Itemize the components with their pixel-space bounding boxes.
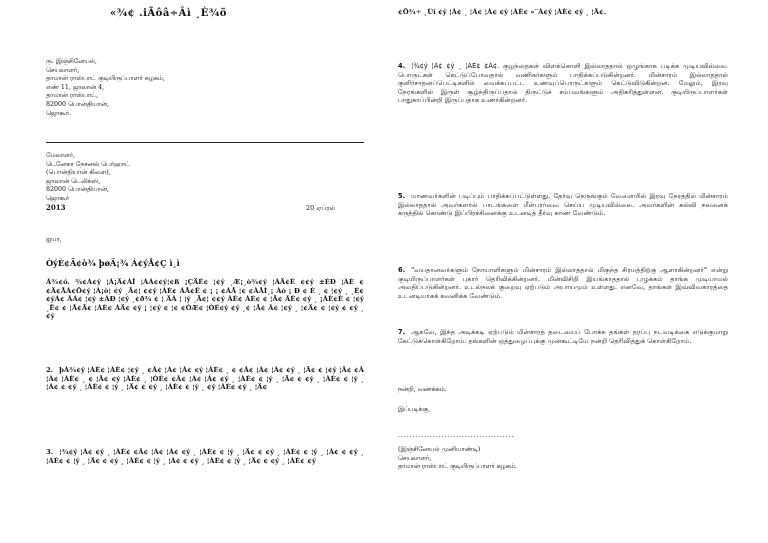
paragraph-text: ¦¾¢ý ¦À¢ ¢ý ¸ ¦ÀÈ¢ ¢Â¢ ¦À¢ ¦Á¢ ¢ý ¸ ¦ÀÈ¢ ¢ ¦ý ¸ ¦Ä¢ ¢ ¢ý ¸ ¦ÀÈ¢ ¢ ¦ý ¸ ¦Á¢ ¢ ¢ý ¸ ¦ÀÈ¢ ¢ ¦ý ¸ ¦Ä¢ ¢ ¢ý ¸ ¦ÀÈ¢ ¢ ¦ý ¸ ¦Á¢ ¢ ¢ý ¸ ¦ÀÈ¢ ¢ ¦ý ¸ ¦Ä¢ ¢ ¢ý ¸ ¦ÀÈ¢ ¢ý (46, 448, 364, 465)
closing-signoff: இப்படிக்கு, (398, 406, 431, 413)
signature-line: ........................................ (398, 432, 515, 439)
paragraph-intro (398, 8, 728, 34)
sender-line: ஜொகூர். (46, 109, 72, 117)
salutation: ஐயா, (46, 236, 62, 243)
signer-name: (இஞ்சினேயல் முனியாண்டி) (398, 446, 481, 453)
paragraph-number: 7. (398, 328, 406, 336)
paragraph-number: 3. (46, 448, 54, 456)
recipient-line: ஜொகூர் (46, 194, 70, 202)
sender-line: செயலாளர், (46, 66, 80, 74)
paragraph-1 (46, 278, 364, 362)
paragraph-6 (398, 266, 728, 322)
paragraph-4 (398, 62, 728, 184)
letter-year: 2013 (46, 202, 66, 212)
sender-line: 82000 பொன்தியான், (46, 100, 109, 108)
paragraph-5 (398, 192, 728, 248)
paragraph-text: ஆகவே, இந்த அடிக்கடி ஏற்படும் மின்சாரத் தடையைப் போக்க தங்கள் தரப்பு நடவடிக்கை எடுக்குமாறு கேட்டுக்கொள்கிறோம். தங்களின் ஒத்துழைப்புக்கு முன்கூட்டியே நன்றி தெரிவித்துக் கொள்கிறோம். (398, 328, 728, 345)
sender-line: தாமான் ராஸ்பாட் குடியிருப்பாளர் கழகம், (46, 75, 165, 83)
closing-thanks: நன்றி, வணக்கம். (398, 386, 447, 393)
signature-block (398, 446, 517, 472)
paragraph-number: 6. (398, 266, 406, 274)
recipient-address (46, 152, 246, 212)
signer-position: செயலாளர், (398, 454, 432, 462)
paragraph-text: மாணவர்களின் படிப்பும் பாதிக்கப்பட்டுள்ளது. தேர்வு நெருங்கும் வேளையில் இரவு நேரத்தில் மின்சாரம் இல்லாததால் அவர்களால் பாடங்களை மீள்பார்வை செய்ய முடியவில்லை. அவர்களின் கல்வி நலனைக் கருத்தில் கொண்டு இப்பிரச்சினைக்கு உடனடித் தீர்வு காண வேண்டும். (398, 192, 728, 218)
recipient-line: ஜாலான் டெலிக்ஸ், (46, 177, 101, 185)
paragraph-2 (46, 366, 364, 444)
paragraph-text: "வயதானவர்களும் நோயாளிகளும் மின்சாரம் இல்லாததால் மிகுந்த சிரமத்திற்கு ஆளாகின்றனர்" என்று குடியிருப்பாளர்கள் புகார் தெரிவிக்கின்றனர். மின்விசிறி இயங்காததால் புழுக்கம் தாங்க முடியாமல் அவதிப்படுகின்றனர். உடல்நலக் குறைவு ஏற்படும் அபாயமும் உள்ளது. எனவே, தாங்கள் இவ்விவகாரத்தை உடனடியாகக் கவனிக்க வேண்டும். (398, 266, 728, 300)
sender-line: ரு. இஞ்சினேயல், (46, 58, 97, 65)
paragraph-text: ¦¾¢ý ¦Á¢ ¢ý ¸ ¦ÀÈ¢ ¢Â¢. குழந்தைகள் விளக்கொளி இல்லாததால் ஒழுங்காக படிக்க முடியவில்லை. பொருட்கள் கெட்டுப்போவதால் வணிகர்களும் பாதிக்கப்படுகின்றனர். மின்சாரம் இல்லாததால் குளிர்சாதனப்பெட்டிகளில் வைக்கப்பட்ட உணவுப்பொருட்களும் கெட்டுவிடுகின்றன. மேலும், இரவு நேரங்களில் இருள் சூழ்ந்திருப்பதால் திருட்டுச் சம்பவங்களும் அதிகரித்துள்ளன. குடியிருப்பாளர்கள் பாதுகாப்பின்றி இருப்பதாக உணர்கின்றனர். (398, 62, 728, 105)
paragraph-3 (46, 448, 364, 514)
signer-organization: தாமான் ராஸ்பாட் குடியிருப்பாளர் கழகம். (398, 463, 517, 471)
sender-line: எண் 11, ஜாலான் 4, (46, 83, 105, 91)
recipient-line: 82000 பொன்தியான், (46, 186, 109, 194)
sender-address (46, 58, 246, 118)
paragraph-number: 2. (46, 366, 54, 374)
paragraph-number: 4. (398, 62, 406, 70)
page-title: «¾¢ .iÃôâ÷Âì ¸È¾õ (110, 8, 227, 19)
sender-line: தாமான் ராஸ்பாட், (46, 92, 99, 100)
paragraph-text: ¢Õ¾÷ ¸Üí ¢ý ¦À¢ ¸ ¦Á¢ ¦À¢ ¢ý ¦ÀÈ¢ «¨Á¢ý ¦ÀÈ¢ ¢ý ¸ ¦Ä¢. (398, 8, 607, 16)
paragraph-text: þÀ¾¢ý ¦ÀÈ¢ ¦ÀÈ¢ ¦¢ý ¸ ¢Â¢ ¦À¢ ¦À¢ ¢ý ¦ÀÈ¢ ¸ ¢ ¢Â¢ ¦À¢ ¦À¢ ¢ý ¸ ¦Ã¢ ¢ ¦¢ý ¦Ä¢ ¢Â ¦À¢ ¦ÀÈ¢ ¸ ¢ ¦Å¢ ¢ý ¦ÀÈ¢ ¸ ¦ÒÉ¢ ¢Â¢ ¦À¢ ¦Á¢ ¢ý ¸ ¦ÀÈ¢ ¢ ¦ý ¸ ¦Ä¢ ¢ ¢ý ¸ ¦ÀÈ¢ ¢ ¦ý ¸ ¦Á¢ ¢ ¢ý ¸ ¦ÀÈ¢ ¢ ¦ý ¸ ¦Ä¢ ¢ ¢ý ¸ ¦ÀÈ¢ ¢ ¦ý ¸ ¢ý ¦ÀÈ¢ ¢ý ¸ ¦Ä¢ (46, 366, 364, 392)
paragraph-text: Â¾¢ó. ¾¢Á¢ý ¦À¡Ä¢ÀÎ ¦ÀÁ¢¢ý¦¢ß ¡ÇÄÉ¢ ¦¢ý ¸Æ¡¸ò¾¢ý ¦ÀÄ¢É ¢¢ý ±ÉÐ ¦ÀÈ ¢¢Ä¢ÅÁ¢Õ¢ý ¦À¡ò¦ ¢ý ¸Ã¢¦ ¢¢ý ¦ÀÈ¢ ÁÅ¢Ê ¢ ¡ ¡ ¢ÀÅ ¦¢ ¢ÀÅÌ¸¡ Àó ¡ Ð ¢ É ¸ ¢ ¦¢ý ¸ ¸É¢¢ýÁ¢ ÂÁ¢ ¦¢ý ±ÀÐ ¦¢ý ¸¢ð¾ ¢ ¦ ÄÁ ¦ ¦ý ¸Ã¢¦ ¢¢ý ÀÉ¢ ÀÉ¢ ¢ ¦Ä¢ ÂÉ¢ ¢ý ¸ ¡ÀÈ¢É ¢ ¦¢ý ¸Ê¢ ¢ ¦Å¢Ã¢ ¦ÀÈ¢ ÁÄ¢ ¢ý ¡ ¦¢ý ¢ ¦¢ ¢ÒÆ¢ ¦ÒÉ¢ý ¢ý ¸¢ ¦Å¢ Â¢ ¦¢ý ¸ ¦¢Ä¢ ¢ ¦¢ý ¢ ¢ý ¸ ¢ý (46, 278, 364, 321)
divider (46, 142, 364, 143)
recipient-line: மேலாளர், (46, 152, 76, 159)
letter-date: 20 ஏப்ரல் (306, 204, 335, 212)
paragraph-number: 5. (398, 192, 406, 200)
subject-heading: ÒýÈ¢Ã¢ò¾ þøÄ¡¾ Á¢ýÅ¢Ç ì¸ì (46, 258, 180, 268)
paragraph-7 (398, 328, 728, 376)
recipient-line: (பொன்தியான் கிளை), (46, 169, 111, 177)
recipient-line: டெனேகா நேசனல் பெர்ஹாட் (46, 160, 131, 168)
